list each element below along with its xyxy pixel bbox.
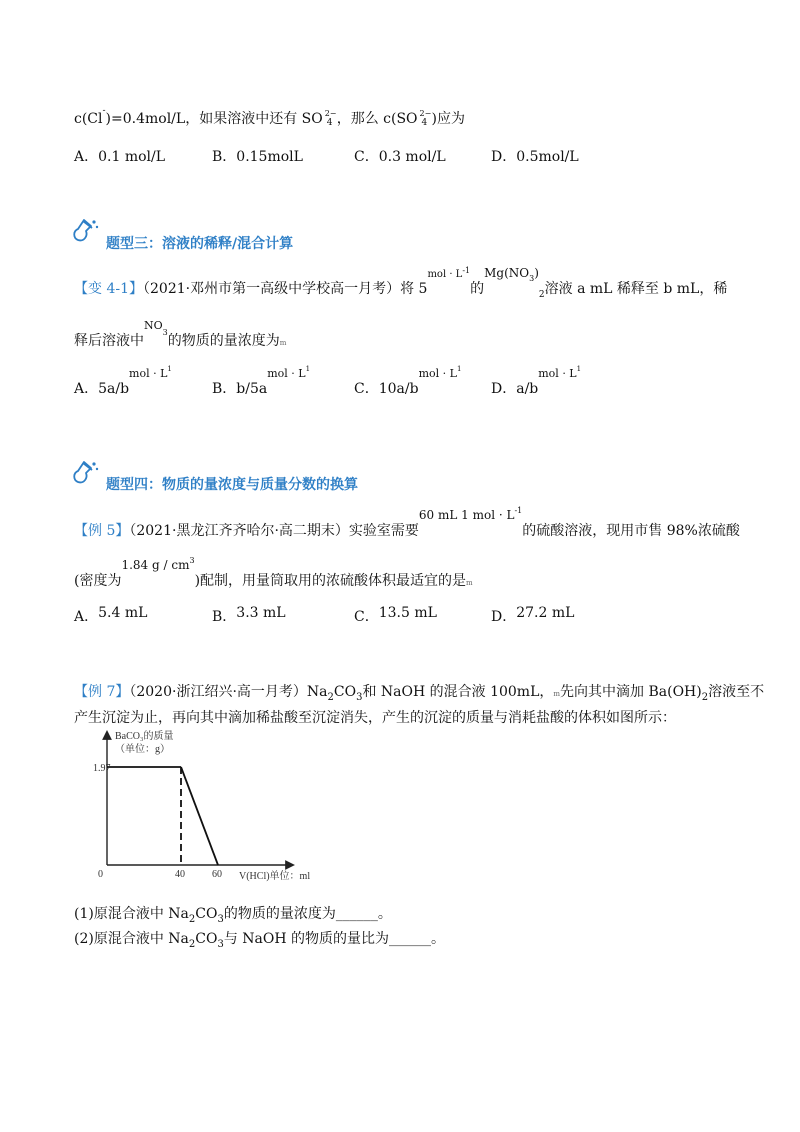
option-c[interactable]: C．0.3 mol/L xyxy=(354,149,446,165)
series-segment-1 xyxy=(181,767,218,865)
q7-line1: 【例 7】（2020·浙江绍兴·高一月考）$Na_2CO_3$和 NaOH 的混合液 100mL，m先向其中滴加 $Ba(OH)_2$溶液至不 xyxy=(74,684,765,703)
option-d[interactable]: D．0.5mol/L xyxy=(491,149,579,165)
origin-label: 0 xyxy=(98,869,103,880)
x-tick-label-60: 60 xyxy=(212,869,222,880)
section3-title: 题型三：溶液的稀释/混合计算 xyxy=(106,236,294,252)
flask-icon xyxy=(72,218,100,244)
flask-icon xyxy=(72,460,100,486)
q5-option-d[interactable]: D．27.2 mL xyxy=(491,605,575,625)
q5-line2: (密度为1.84 g / $cm^3$)配制，用量筒取用的浓硫酸体积最适宜的是m xyxy=(74,556,473,589)
y-tick-label: 1.97 xyxy=(93,763,111,774)
x-tick-label-40: 40 xyxy=(175,869,185,880)
x-axis-label: V(HCl)单位：ml xyxy=(239,871,311,882)
q-top-line1: c(Cl-)=0.4mol/L，如果溶液中还有 SO 2− 4 ，那么 c(SO 2− 4 )应为 xyxy=(74,106,466,128)
y-axis-label-line1: BaCO₃的质量 xyxy=(115,731,174,742)
q41-line1: 【变 4-1】（2021·邓州市第一高级中学校高一月考）将 $5^{mol \cdot L-1}$的$Mg(NO^3)_2$溶液 a mL 稀释至 b mL，稀 xyxy=(74,266,728,300)
q5-option-b[interactable]: B．3.3 mL xyxy=(212,605,286,625)
q41-option-b[interactable]: B．$b/5a^{mol \cdot L1}$ xyxy=(212,365,311,397)
q41-option-a[interactable]: A．$5a/b^{mol \cdot L1}$ xyxy=(74,365,172,397)
q41-option-c[interactable]: C．$10a/b^{mol \cdot L1}$ xyxy=(354,365,462,397)
chart-svg xyxy=(95,728,355,886)
q7-sub1: (1)原混合液中 $Na_2CO_3$的物质的量浓度为______。 xyxy=(74,906,392,925)
q7-sub2: (2)原混合液中 $Na_2CO_3$与 NaOH 的物质的量比为______。 xyxy=(74,931,446,950)
q5-option-c[interactable]: C．13.5 mL xyxy=(354,605,437,625)
q7-line2: 产生沉淀为止，再向其中滴加稀盐酸至沉淀消失，产生的沉淀的质量与消耗盐酸的体积如图所示： xyxy=(74,710,676,726)
y-axis-label-line2: （单位：g） xyxy=(115,744,170,755)
q5-option-a[interactable]: A．5.4 mL xyxy=(74,605,148,625)
option-a[interactable]: A．0.1 mol/L xyxy=(74,149,166,165)
section4-title: 题型四：物质的量浓度与质量分数的换算 xyxy=(106,477,358,493)
option-b[interactable]: B．0.15molL xyxy=(212,149,303,165)
q5-line1: 【例 5】（2021·黑龙江齐齐哈尔·高二期末）实验室需要60 mL 1 mol · $L^{-1}$的硫酸溶液，现用市售 98%浓硫酸 xyxy=(74,506,740,539)
q41-line2: 释后溶液中$^{NO3}$的物质的量浓度为m xyxy=(74,319,287,349)
chart xyxy=(95,728,355,890)
q41-option-d[interactable]: D．$a/b^{mol \cdot L1}$ xyxy=(491,365,582,397)
